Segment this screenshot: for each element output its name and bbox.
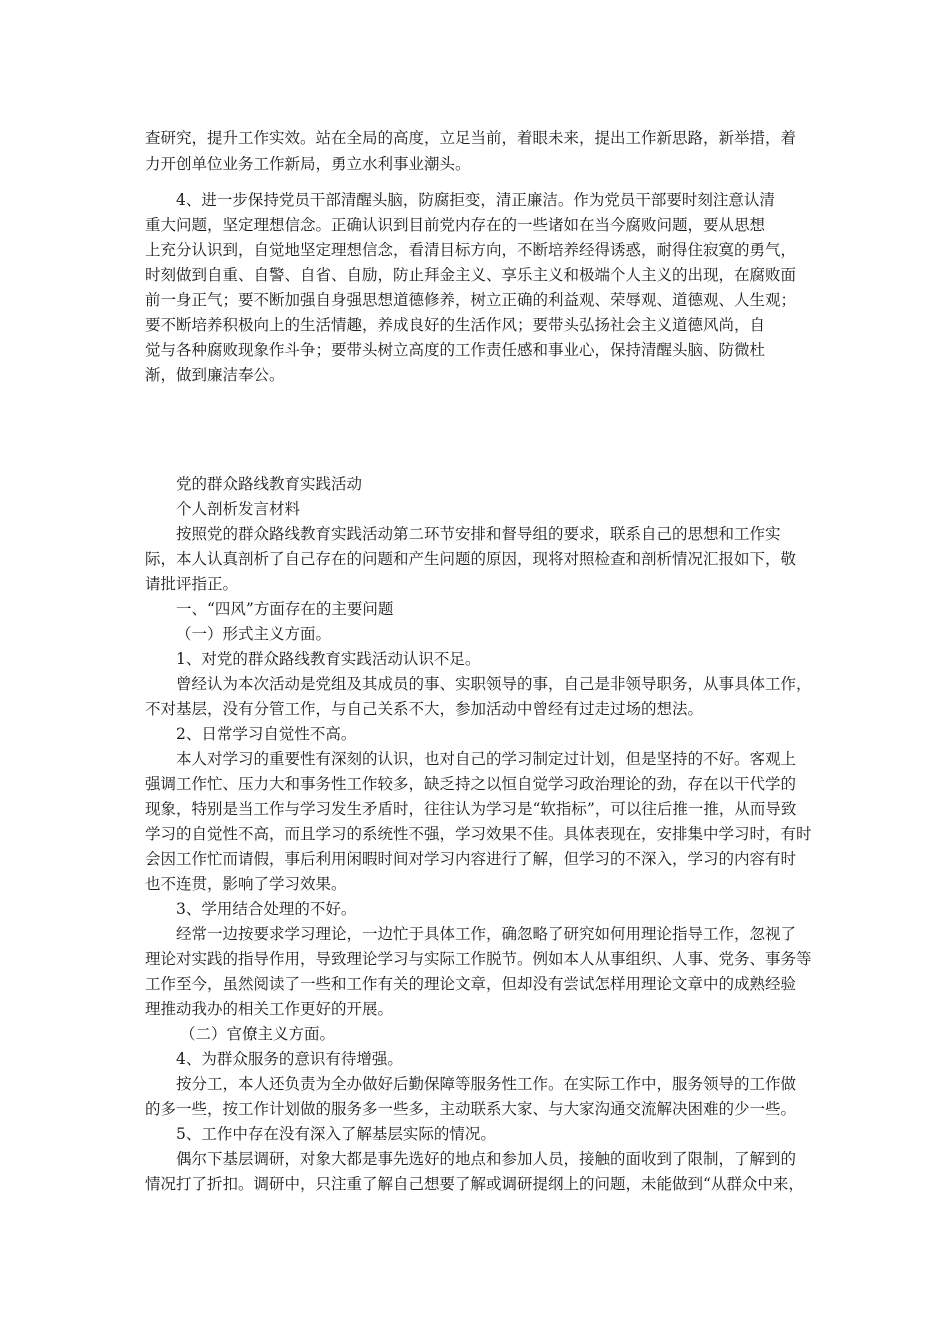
paragraph-line: 的多一些，按工作计划做的服务多一些多，主动联系大家、与大家沟通交流解决困难的少一些。: [145, 1100, 797, 1118]
paragraph-line: 力开创单位业务工作新局，勇立水利事业潮头。: [145, 155, 471, 173]
paragraph-line: 上充分认识到，自觉地坚定理想信念，看清目标方向，不断培养经得诱惑，耐得住寂寞的勇气，: [145, 241, 797, 259]
paragraph-line: 时刻做到自重、自警、自省、自励，防止拜金主义、享乐主义和极端个人主义的出现，在腐败面: [145, 266, 797, 284]
item-title: 2、日常学习自觉性不高。: [176, 725, 357, 743]
paragraph-line: 曾经认为本次活动是党组及其成员的事、实职领导的事，自己是非领导职务，从事具体工作，: [176, 675, 812, 693]
paragraph-line: 工作至今，虽然阅读了一些和工作有关的理论文章，但却没有尝试怎样用理论文章中的成熟经验: [145, 975, 797, 993]
paragraph-line: 查研究，提升工作实效。站在全局的高度，立足当前，着眼未来，提出工作新思路，新举措，着: [145, 129, 797, 147]
paragraph-line: 按照党的群众路线教育实践活动第二环节安排和督导组的要求，联系自己的思想和工作实: [176, 525, 781, 543]
paragraph-line: 渐，做到廉洁奉公。: [145, 366, 285, 384]
paragraph-line: 会因工作忙而请假，事后利用闲暇时间对学习内容进行了解，但学习的不深入，学习的内容有时: [145, 850, 797, 868]
paragraph-line: 学习的自觉性不高，而且学习的系统性不强，学习效果不佳。具体表现在，安排集中学习时，有时: [145, 825, 812, 843]
paragraph-line: 经常一边按要求学习理论，一边忙于具体工作，确忽略了研究如何用理论指导工作，忽视了: [176, 925, 797, 943]
paragraph-line: 4、进一步保持党员干部清醒头脑，防腐拒变，清正廉洁。作为党员干部要时刻注意认清: [176, 191, 775, 209]
paragraph-line: 请批评指正。: [145, 575, 239, 593]
paragraph-line: 前一身正气；要不断加强自身强思想道德修养，树立正确的利益观、荣辱观、道德观、人生观；: [145, 291, 797, 309]
section-heading: 一、“四风”方面存在的主要问题: [176, 600, 394, 618]
paragraph-line: 觉与各种腐败现象作斗争；要带头树立高度的工作责任感和事业心，保持清醒头脑、防微杜: [145, 341, 766, 359]
paragraph-line: 际，本人认真剖析了自己存在的问题和产生问题的原因，现将对照检查和剖析情况汇报如下，敬: [145, 550, 797, 568]
paragraph-line: 也不连贯，影响了学习效果。: [145, 875, 347, 893]
item-title: 4、为群众服务的意识有待增强。: [176, 1050, 403, 1068]
document-title: 党的群众路线教育实践活动: [176, 475, 363, 493]
paragraph-line: 要不断培养积极向上的生活情趣，养成良好的生活作风；要带头弘扬社会主义道德风尚，自: [145, 316, 766, 334]
paragraph-line: 理论对实践的指导作用，导致理论学习与实际工作脱节。例如本人从事组织、人事、党务、事务等: [145, 950, 812, 968]
paragraph-line: 偶尔下基层调研，对象大都是事先选好的地点和参加人员，接触的面收到了限制，了解到的: [176, 1150, 797, 1168]
paragraph-line: 强调工作忙、压力大和事务性工作较多，缺乏持之以恒自觉学习政治理论的劲，存在以干代学的: [145, 775, 797, 793]
paragraph-line: 不对基层，没有分管工作，与自己关系不大，参加活动中曾经有过走过场的想法。: [145, 700, 704, 718]
paragraph-line: 本人对学习的重要性有深刻的认识，也对自己的学习制定过计划，但是坚持的不好。客观上: [176, 750, 797, 768]
item-title: 3、学用结合处理的不好。: [176, 900, 357, 918]
paragraph-line: 现象，特别是当工作与学习发生矛盾时，往往认为学习是“软指标”，可以往后推一推，从而导致: [145, 800, 797, 818]
item-title: 5、工作中存在没有深入了解基层实际的情况。: [176, 1125, 496, 1143]
subsection-heading: （二）官僚主义方面。: [180, 1025, 336, 1043]
paragraph-line: 重大问题，坚定理想信念。正确认识到目前党内存在的一些诸如在当今腐败问题，要从思想: [145, 216, 766, 234]
paragraph-line: 理推动我办的相关工作更好的开展。: [145, 1000, 394, 1018]
document-subtitle: 个人剖析发言材料: [176, 500, 301, 518]
paragraph-line: 按分工，本人还负责为全办做好后勤保障等服务性工作。在实际工作中，服务领导的工作做: [176, 1075, 797, 1093]
subsection-heading: （一）形式主义方面。: [176, 625, 332, 643]
item-title: 1、对党的群众路线教育实践活动认识不足。: [176, 650, 481, 668]
paragraph-line: 情况打了折扣。调研中，只注重了解自己想要了解或调研提纲上的问题，未能做到“从群众中来，: [145, 1175, 804, 1193]
